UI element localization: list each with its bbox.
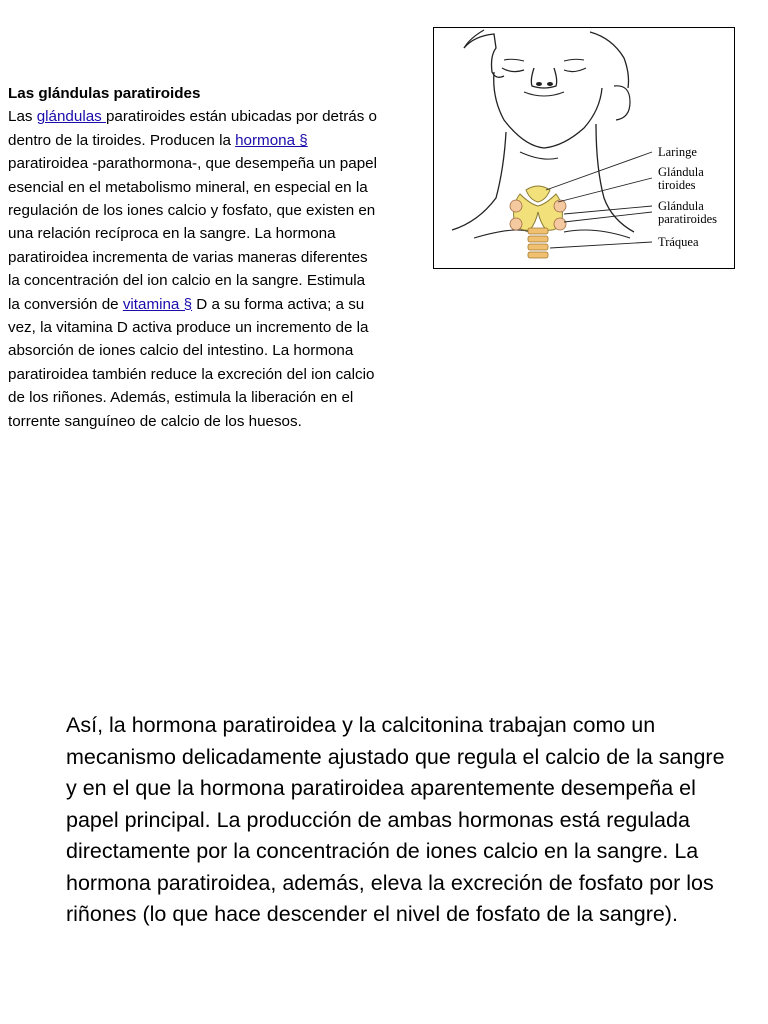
article-text-2: paratiroidea -parathormona-, que desempeña un papel esencial en el metabolismo mineral, en especial en la regulación de los iones calcio y fosfato, que existen en una relación recíproca en la sangre. La hormona paratiroidea incrementa de varias maneras diferentes la concentración del ion calcio en la sangre. Estimula la conversión de — [8, 155, 377, 313]
label-laringe: Laringe — [658, 145, 697, 159]
label-glandula-tiroides-1: Glándula — [658, 165, 704, 179]
thyroid-illustration — [433, 27, 735, 269]
article-title: Las glándulas paratiroides — [8, 85, 201, 102]
article-text-3: D a su forma activa; a su vez, la vitamina D activa produce un incremento de la absorción de iones calcio del intestino. La hormona paratiroidea también reduce la excreción del ion calcio de los riñones. Además, estimula la liberación en el torrente sanguíneo de calcio de los huesos. — [8, 295, 375, 430]
label-traquea: Tráquea — [658, 235, 699, 249]
article-text-1: paratiroides están ubicadas por detrás o dentro de la tiroides. Producen la — [8, 108, 377, 149]
vitamina-link[interactable]: vitamina § — [122, 295, 193, 313]
hormona-link[interactable]: hormona § — [235, 131, 308, 149]
article-text-start: Las — [8, 108, 37, 126]
label-glandula-tiroides-2: tiroides — [658, 178, 696, 192]
label-glandula-paratiroides-2: paratiroides — [658, 212, 718, 226]
article-section — [8, 82, 380, 433]
label-glandula-paratiroides-1: Glándula — [658, 199, 704, 213]
glandulas-link[interactable]: glándulas — [36, 108, 106, 126]
summary-paragraph: Así, la hormona paratiroidea y la calcitonina trabajan como un mecanismo delicadamente ajustado que regula el calcio de la sangre y en el que la hormona paratiroidea aparentemente desempeña el papel principal. La producción de ambas hormonas está regulada directamente por la concentración de iones calcio en la sangre. La hormona paratiroidea, además, eleva la excreción de fosfato por los riñones (lo que hace descender el nivel de fosfato de la sangre). — [66, 713, 725, 926]
